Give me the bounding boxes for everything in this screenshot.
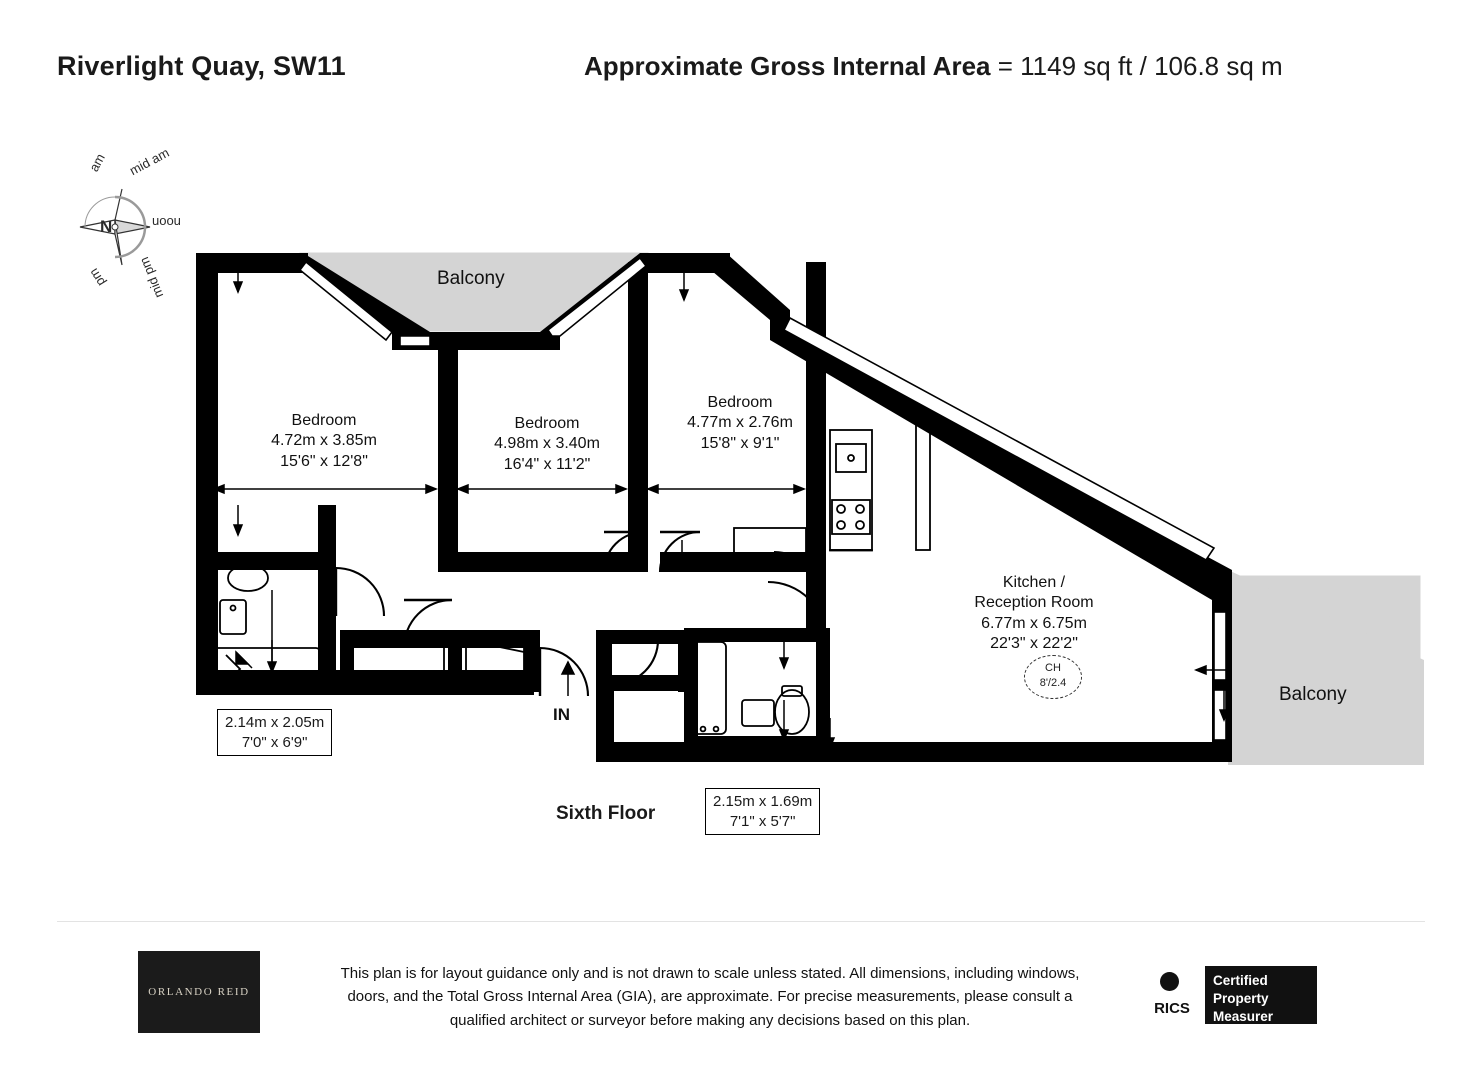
ceiling-height-label: CH — [1045, 662, 1061, 674]
ceiling-height-value: 8'/2.4 — [1039, 676, 1067, 689]
room-name-line1: Kitchen / — [1002, 574, 1066, 591]
compass-mark-noon: noon — [152, 215, 181, 230]
room-imperial: 22'3" x 22'2" — [990, 635, 1078, 653]
room-imperial: 15'6" x 12'8" — [280, 452, 368, 470]
balcony-label-left: Balcony — [437, 268, 505, 289]
room-name: Bedroom — [291, 412, 357, 429]
compass-north-label: N — [100, 217, 113, 236]
area-label: Approximate Gross Internal Area — [584, 51, 991, 81]
entrance-label: IN — [553, 705, 570, 724]
room-label-bedroom-1 — [204, 411, 444, 472]
dim-metric: 2.15m x 1.69m — [713, 793, 813, 810]
room-name: Bedroom — [707, 394, 773, 411]
room-imperial: 16'4" x 11'2" — [503, 455, 591, 473]
balcony-label-right: Balcony — [1279, 684, 1347, 705]
dim-box-ensuite — [217, 709, 332, 756]
room-name-line2: Reception Room — [974, 594, 1094, 612]
page-title: Riverlight Quay, SW11 — [57, 51, 346, 81]
compass-mark-mid-am: mid am — [126, 144, 172, 179]
agency-logo: ORLANDO REID — [138, 951, 260, 1033]
floor-label: Sixth Floor — [556, 803, 656, 824]
compass-mark-am: am — [86, 151, 108, 174]
room-metric: 4.72m x 3.85m — [271, 432, 377, 450]
dim-box-bathroom — [705, 788, 820, 835]
dim-imperial: 7'0" x 6'9" — [241, 733, 308, 751]
room-metric: 4.98m x 3.40m — [494, 435, 600, 453]
footer-divider — [57, 921, 1425, 922]
compass-mark-pm: pm — [85, 265, 109, 290]
area-value: = 1149 sq ft / 106.8 sq m — [990, 51, 1283, 81]
room-imperial: 15'8" x 9'1" — [700, 434, 780, 452]
room-label-kitchen-reception — [925, 573, 1143, 655]
dim-imperial: 7'1" x 5'7" — [729, 812, 796, 830]
room-metric: 4.77m x 2.76m — [687, 414, 793, 432]
room-metric: 6.77m x 6.75m — [981, 614, 1087, 632]
dim-metric: 2.14m x 2.05m — [225, 714, 325, 731]
compass-mark-mid-pm: mid pm — [136, 254, 167, 301]
rics-logo: RICS — [1154, 1000, 1190, 1017]
room-name: Bedroom — [514, 415, 580, 432]
ceiling-height-badge — [1024, 655, 1082, 699]
disclaimer-text: This plan is for layout guidance only and is not drawn to scale unless stated. All dimensions, including windows, doors, and the Total Gross Internal Area (GIA), are approximate. For precise measurements, please consult a qualified architect or surveyor before making any decisions based on this plan. — [340, 965, 1080, 1029]
certified-property-measurer-badge: Certified Property Measurer — [1205, 966, 1317, 1024]
room-label-bedroom-3 — [625, 393, 855, 454]
rics-mark-icon — [1160, 972, 1179, 991]
